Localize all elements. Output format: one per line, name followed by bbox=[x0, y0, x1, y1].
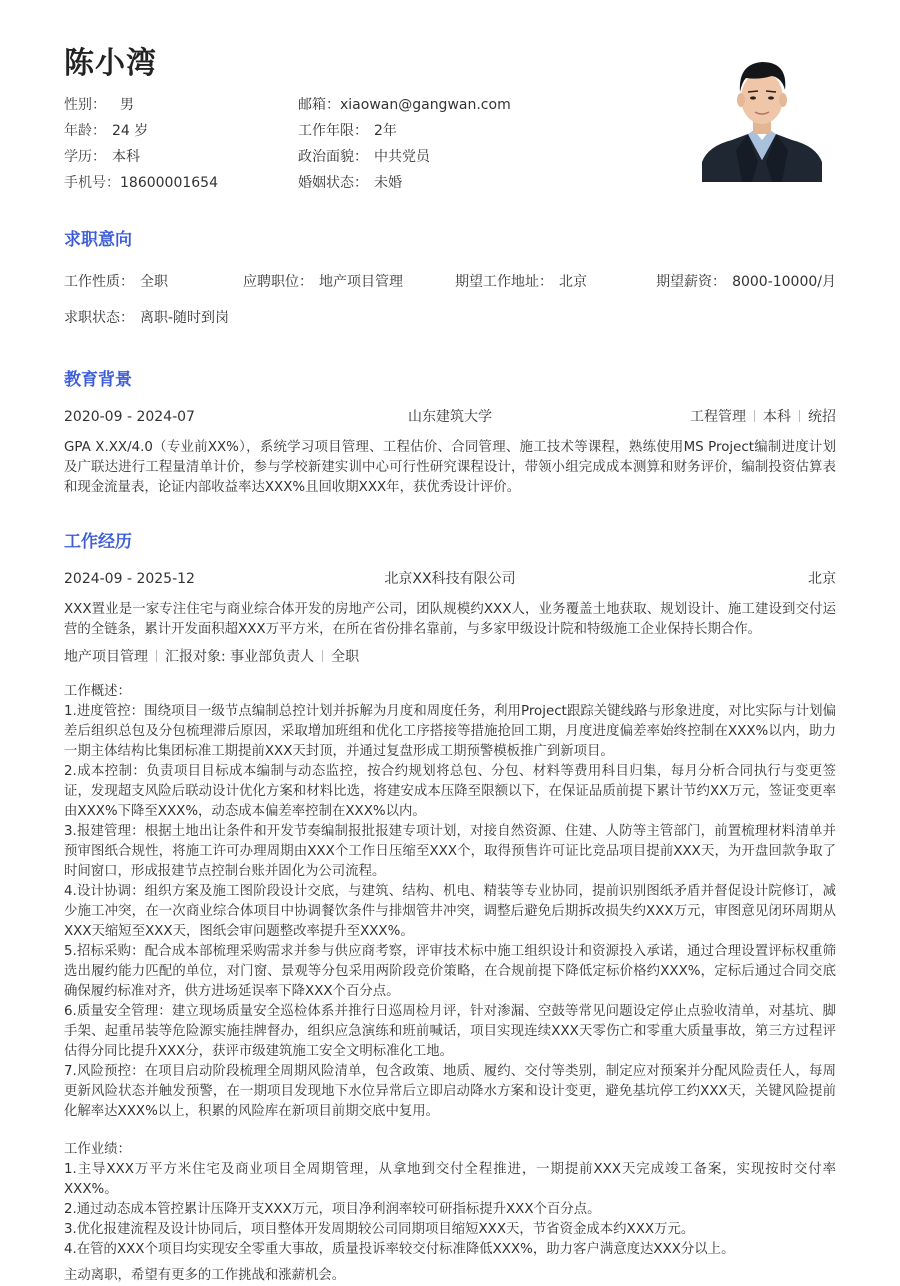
education-period: 2020-09 - 2024-07 bbox=[64, 409, 195, 425]
intent-value: 8000-10000/月 bbox=[732, 274, 836, 290]
work-company: 北京XX科技有限公司 bbox=[384, 571, 516, 587]
info-gender bbox=[64, 95, 134, 115]
intent-value: 全职 bbox=[140, 274, 168, 290]
info-phone bbox=[64, 173, 218, 193]
achievement-item: 4.在管的XXX个项目均实现安全零重大事故，质量投诉率较交付标准降低XXX%，助力客户满意度达XXX分以上。 bbox=[64, 1242, 735, 1257]
info-value: 中共党员 bbox=[374, 149, 430, 165]
education-tag: 统招 bbox=[808, 409, 836, 425]
education-tag: 本科 bbox=[763, 409, 791, 425]
work-tags bbox=[64, 647, 836, 667]
portrait-image bbox=[702, 50, 822, 182]
info-label: 性别： bbox=[64, 97, 106, 113]
overview-item: 4.设计协调：组织方案及施工图阶段设计交底，与建筑、结构、机电、精装等专业协同，提前识别图纸矛盾并督促设计院修订，减少施工冲突，在一次商业综合体项目中协调餐饮条件与排烟管井冲突，调整后避免后期拆改损失约XXX万元，审图意见闭环周期从XXX天缩短至XXX天，图纸会审问题整改率提升至XXX%。 bbox=[64, 884, 836, 939]
info-age bbox=[64, 121, 148, 141]
info-work-years bbox=[298, 121, 397, 141]
info-label: 工作年限： bbox=[298, 123, 368, 139]
info-label: 婚姻状态： bbox=[298, 175, 368, 191]
overview-item: 2.成本控制：负责项目目标成本编制与动态监控，按合约规划将总包、分包、材料等费用科目归集，每月分析合同执行与变更签证，发现超支风险后联动设计优化方案和材料比选，将建安成本压降至限额以下，在保证品质前提下累计节约XX万元，签证变更率由XXX%下降至XXX%，动态成本偏差率控制在XXX%以内。 bbox=[64, 764, 836, 819]
info-value: 男 bbox=[120, 97, 134, 113]
intent-location bbox=[455, 272, 587, 292]
intent-value: 北京 bbox=[559, 274, 587, 290]
info-email bbox=[298, 95, 511, 115]
info-value: 本科 bbox=[112, 149, 140, 165]
info-label: 政治面貌： bbox=[298, 149, 368, 165]
section-title-intent: 求职意向 bbox=[64, 230, 132, 250]
achievement-item: 3.优化报建流程及设计协同后，项目整体开发周期较公司同期项目缩短XXX天，节省资金成本约XXX万元。 bbox=[64, 1222, 695, 1237]
intent-value: 离职-随时到岗 bbox=[140, 310, 230, 326]
education-school: 山东建筑大学 bbox=[408, 409, 492, 425]
info-value: 18600001654 bbox=[120, 175, 218, 191]
education-tags bbox=[690, 407, 836, 427]
candidate-name: 陈小湾 bbox=[64, 46, 157, 81]
info-label: 学历： bbox=[64, 149, 106, 165]
education-tag: 工程管理 bbox=[690, 409, 746, 425]
info-political bbox=[298, 147, 430, 167]
intent-job-type bbox=[64, 272, 168, 292]
info-value: 24 岁 bbox=[112, 123, 149, 139]
company-intro-text: XXX置业是一家专注住宅与商业综合体开发的房地产公司，团队规模约XXX人，业务覆盖土地获取、规划设计、施工建设到交付运营的全链条，累计开发面积超XXX万平方米，在所在省份排名靠前，与多家甲级设计院和特级施工企业保持长期合作。 bbox=[64, 602, 836, 637]
work-city: 北京 bbox=[808, 571, 836, 587]
intent-label: 应聘职位： bbox=[243, 274, 313, 290]
profile-photo bbox=[702, 50, 822, 182]
achievement-item: 1.主导XXX万平方米住宅及商业项目全周期管理，从拿地到交付全程推进，一期提前XXX天完成竣工备案，实现按时交付率XXX%。 bbox=[64, 1162, 836, 1197]
intent-value: 地产项目管理 bbox=[319, 274, 403, 290]
company-intro bbox=[64, 600, 836, 640]
info-value: 2年 bbox=[374, 123, 397, 139]
info-marital bbox=[298, 173, 402, 193]
work-tag: 汇报对象: 事业部负责人 bbox=[165, 649, 315, 665]
overview-item: 3.报建管理：根据土地出让条件和开发节奏编制报批报建专项计划，对接自然资源、住建、人防等主管部门，前置梳理材料清单并预审图纸合规性，将施工许可办理周期由XXX个工作日压缩至XXX个，取得预售许可证比竞品项目提前XXX天，为开盘回款争取了时间窗口，形成报建节点控制台账并固化为公司流程。 bbox=[64, 824, 836, 879]
work-achievements bbox=[64, 1140, 836, 1260]
achievements-label: 工作业绩： bbox=[64, 1142, 131, 1157]
education-description-text: GPA X.XX/4.0（专业前XX%），系统学习项目管理、工程估价、合同管理、施工技术等课程，熟练使用MS Project编制进度计划及广联达进行工程量清单计价，参与学校新建实训中心可行性研究课程设计，带领小组完成成本测算和财务评价，编制投资估算表和现金流量表，论证内部收益率达XXX%且回收期XXX年，获优秀设计评价。 bbox=[64, 440, 836, 495]
intent-label: 工作性质： bbox=[64, 274, 134, 290]
overview-item: 7.风险预控：在项目启动阶段梳理全周期风险清单，包含政策、地质、履约、交付等类别，制定应对预案并分配风险责任人，每周更新风险状态并触发预警，在一期项目发现地下水位异常后立即启动降水方案和设计变更，避免基坑停工约XXX天，关键风险提前化解率达XXX%以上，积累的风险库在新项目前期交底中复用。 bbox=[64, 1064, 836, 1119]
leave-reason-text: 主动离职，希望有更多的工作挑战和涨薪机会。 bbox=[64, 1268, 346, 1283]
info-label: 邮箱： bbox=[298, 97, 340, 113]
work-overview bbox=[64, 682, 836, 1122]
info-value: xiaowan@gangwan.com bbox=[340, 97, 511, 113]
work-header-row bbox=[64, 569, 836, 589]
info-label: 手机号： bbox=[64, 175, 120, 191]
intent-salary bbox=[656, 272, 836, 292]
info-education bbox=[64, 147, 140, 167]
intent-position bbox=[243, 272, 403, 292]
overview-item: 1.进度管控：围绕项目一级节点编制总控计划并拆解为月度和周度任务，利用Project跟踪关键线路与形象进度，对比实际与计划偏差后组织总包及分包梳理滞后原因，采取增加班组和优化工序搭接等措施抢回工期，月度进度偏差率始终控制在XXX%以内，助力一期主体结构比集团标准工期提前XXX天封顶，并通过复盘形成工期预警模板推广到新项目。 bbox=[64, 704, 836, 759]
education-header-row bbox=[64, 407, 836, 427]
intent-status bbox=[64, 308, 229, 328]
info-label: 年龄： bbox=[64, 123, 106, 139]
intent-label: 期望薪资： bbox=[656, 274, 727, 290]
education-description bbox=[64, 438, 836, 498]
section-title-work: 工作经历 bbox=[64, 532, 132, 552]
work-period: 2024-09 - 2025-12 bbox=[64, 571, 195, 587]
overview-label: 工作概述： bbox=[64, 684, 131, 699]
overview-item: 6.质量安全管理：建立现场质量安全巡检体系并推行日巡周检月评，针对渗漏、空鼓等常见问题设定停止点验收清单，对基坑、脚手架、起重吊装等危险源实施挂牌督办，组织应急演练和班前喊话，项目实现连续XXX天零伤亡和零重大质量事故，第三方过程评估得分同比提升XXX分，获评市级建筑施工安全文明标准化工地。 bbox=[64, 1004, 836, 1059]
overview-item: 5.招标采购：配合成本部梳理采购需求并参与供应商考察，评审技术标中施工组织设计和资源投入承诺，通过合理设置评标权重筛选出履约能力匹配的单位，对门窗、景观等分包采用两阶段竞价策略，在合规前提下降低定标价格约XXX%，定标后通过合同交底确保履约标准对齐，供方进场延误率下降XXX个百分点。 bbox=[64, 944, 836, 999]
intent-label: 求职状态： bbox=[64, 310, 134, 326]
achievement-item: 2.通过动态成本管控累计压降开支XXX万元，项目净利润率较可研指标提升XXX个百分点。 bbox=[64, 1202, 601, 1217]
info-value: 未婚 bbox=[374, 175, 402, 191]
work-tag: 全职 bbox=[331, 649, 360, 665]
section-title-education: 教育背景 bbox=[64, 370, 132, 390]
work-tag: 地产项目管理 bbox=[64, 649, 148, 665]
intent-label: 期望工作地址： bbox=[455, 274, 553, 290]
leave-reason bbox=[64, 1266, 836, 1286]
